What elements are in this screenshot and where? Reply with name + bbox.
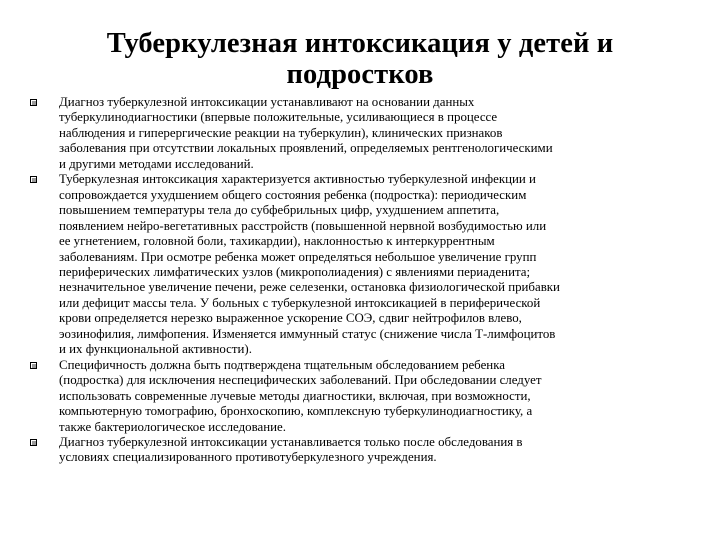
text-line: и их функциональной активности). [59, 342, 252, 357]
item-text [59, 95, 690, 172]
text-line: Диагноз туберкулезной интоксикации устанавливается только после обследования в [59, 434, 523, 449]
text-line: или дефицит массы тела. У больных с туберкулезной интоксикацией в периферической [59, 295, 541, 310]
text-line: также бактериологическое исследование. [59, 419, 286, 434]
item-text [59, 172, 690, 357]
list-item [30, 358, 690, 435]
item-text [59, 435, 690, 466]
text-line: появлением нейро-вегетативных расстройств (повышенной нервной возбудимостью или [59, 218, 547, 233]
text-line: сопровождается ухудшением общего состояния ребенка (подростка): периодическим [59, 187, 527, 202]
text-line: и другими методами исследований. [59, 156, 254, 171]
text-line: заболеваниям. При осмотре ребенка может определяться небольшое увеличение групп [59, 249, 537, 264]
list-item [30, 172, 690, 357]
square-bullet-icon [30, 439, 37, 446]
text-line: повышением температуры тела до субфебрильных цифр, ухудшением аппетита, [59, 203, 500, 218]
text-line: (подростка) для исключения неспецифических заболеваний. При обследовании следует [59, 373, 542, 388]
text-line: периферических лимфатических узлов (микрополиадения) с явлениями периаденита; [59, 264, 531, 279]
slide-title: Туберкулезная интоксикация у детей и подростков [106, 28, 614, 90]
text-line: незначительное увеличение печени, реже селезенки, остановка физиологической прибавки [59, 280, 560, 295]
text-line: условиях специализированного противотуберкулезного учреждения. [59, 450, 437, 465]
item-text [59, 358, 690, 435]
list-item [30, 435, 690, 466]
text-line: Специфичность должна быть подтверждена тщательным обследованием ребенка [59, 357, 505, 372]
square-bullet-icon [30, 362, 37, 369]
list-item [30, 95, 690, 172]
text-line: крови определяется нерезко выраженное ускорение СОЭ, сдвиг нейтрофилов влево, [59, 311, 522, 326]
square-bullet-icon [30, 176, 37, 183]
text-line: наблюдения и гиперергические реакции на туберкулин), клинических признаков [59, 125, 503, 140]
text-line: заболевания при отсутствии локальных проявлений, определяемых рентгенологическими [59, 141, 553, 156]
text-line: использовать современные лучевые методы диагностики, включая, при возможности, [59, 388, 531, 403]
text-line: Туберкулезная интоксикация характеризуется активностью туберкулезной инфекции и [59, 172, 536, 187]
text-line: эозинофилия, лимфопения. Изменяется иммунный статус (снижение числа Т-лимфоцитов [59, 326, 556, 341]
text-line: ее угнетением, головной боли, тахикардии), наклонностью к интеркуррентным [59, 234, 495, 249]
text-line: компьютерную томографию, бронхоскопию, комплексную туберкулинодиагностику, а [59, 404, 533, 419]
bullet-list [30, 95, 690, 466]
square-bullet-icon [30, 99, 37, 106]
text-line: Диагноз туберкулезной интоксикации устанавливают на основании данных [59, 95, 475, 109]
text-line: туберкулинодиагностики (впервые положительные, усиливающиеся в процессе [59, 110, 498, 125]
